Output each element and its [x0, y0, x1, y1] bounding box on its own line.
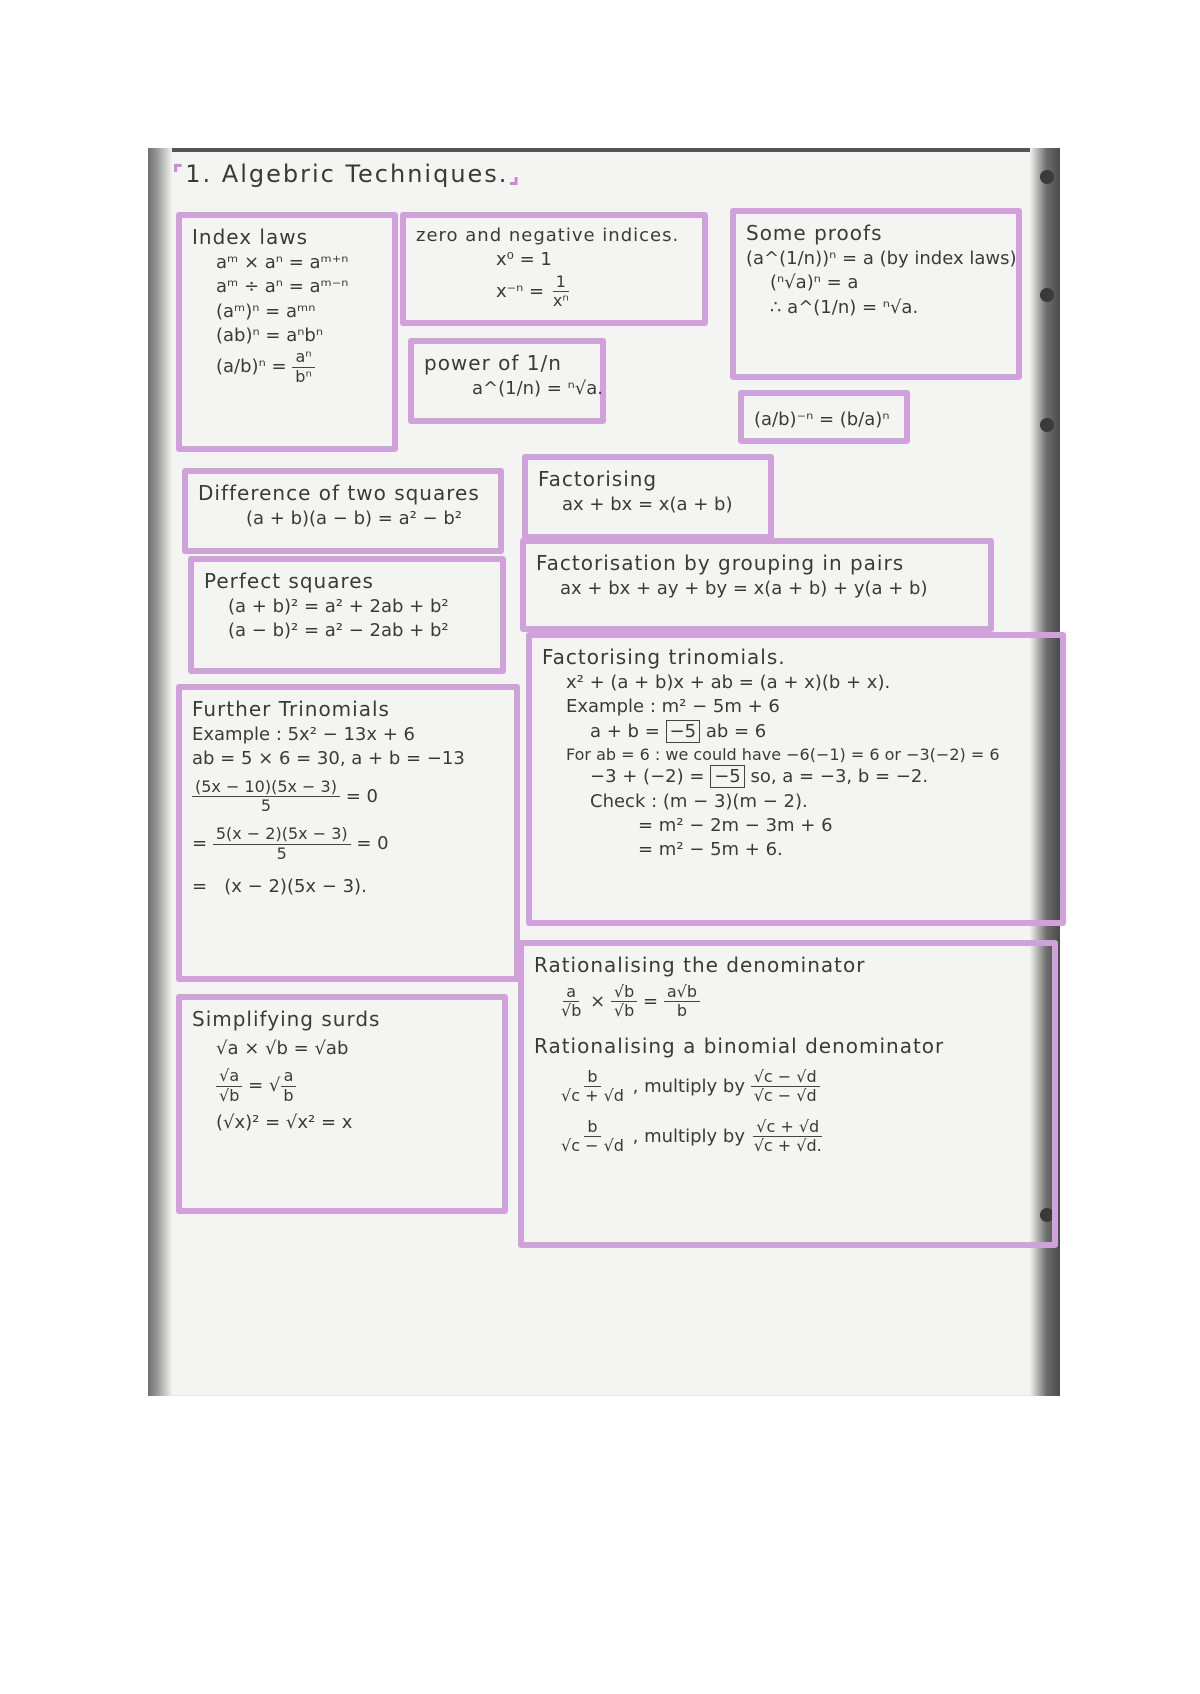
- trinomial-pick: −3 + (−2) = −5 so, a = −3, b = −2.: [590, 766, 929, 788]
- difference-squares-heading: Difference of two squares: [198, 481, 480, 505]
- grouping-rule: ax + bx + ay + by = x(a + b) + y(a + b): [560, 578, 928, 599]
- boxed-value: −5: [666, 720, 701, 743]
- trinomial-general: x² + (a + b)x + ab = (a + x)(b + x).: [566, 672, 891, 693]
- photo-left-edge: [148, 148, 172, 1396]
- trinomial-example: Example : m² − 5m + 6: [566, 696, 780, 718]
- trinomial-check: = m² − 2m − 3m + 6: [638, 815, 833, 837]
- simplifying-surds-box: [176, 994, 508, 1214]
- zero-index-rule: x⁰ = 1: [496, 249, 552, 271]
- perfect-squares-heading: Perfect squares: [204, 569, 374, 593]
- proof-line: (a^(1/n))ⁿ = a (by index laws): [746, 248, 1017, 269]
- surd-rule: $\frac{√a}{√b}$ = √ $\frac{a}{b}$: [192, 1067, 492, 1105]
- trinomial-options: For ab = 6 : we could have −6(−1) = 6 or −3(−2) = 6: [566, 744, 1000, 764]
- power-of-rule: a^(1/n) = ⁿ√a.: [472, 378, 604, 399]
- trinomial-sum-product: a + b = −5 ab = 6: [590, 720, 767, 742]
- some-proofs-heading: Some proofs: [746, 221, 883, 245]
- surd-rule: √a × √b = √ab: [216, 1038, 349, 1059]
- punch-hole: [1040, 288, 1054, 302]
- boxed-value: −5: [710, 765, 745, 788]
- trinomial-check: Check : (m − 3)(m − 2).: [590, 790, 808, 812]
- punch-hole: [1040, 170, 1054, 184]
- trinomial-result: = (x − 2)(5x − 3).: [192, 876, 367, 898]
- zero-negative-heading: zero and negative indices.: [416, 225, 680, 246]
- perfect-square-rule: (a + b)² = a² + 2ab + b²: [228, 596, 449, 617]
- binomial-heading: Rationalising a binomial denominator: [534, 1033, 945, 1058]
- index-law: (ab)ⁿ = aⁿbⁿ: [216, 324, 323, 346]
- trinomial-check: = m² − 5m + 6.: [638, 839, 783, 861]
- factorising-trinomials-box: [526, 632, 1066, 926]
- index-law-quotient: (a/b)ⁿ = $\frac{\text{aⁿ}}{\text{bⁿ}}$: [192, 348, 382, 386]
- grouping-box: [520, 538, 994, 632]
- some-proofs-box: [730, 208, 1022, 380]
- punch-hole: [1040, 418, 1054, 432]
- zero-negative-box: [400, 212, 708, 326]
- factorising-box: [522, 454, 774, 540]
- index-law: (aᵐ)ⁿ = aᵐⁿ: [216, 300, 316, 322]
- negative-index-rule: x⁻ⁿ = $\frac{1}{\text{xⁿ}}$: [496, 271, 569, 310]
- difference-squares-box: [182, 468, 504, 554]
- reciprocal-box: [738, 390, 910, 444]
- further-trinomials-heading: Further Trinomials: [192, 697, 390, 721]
- proof-line: ∴ a^(1/n) = ⁿ√a.: [770, 296, 919, 318]
- difference-squares-rule: (a + b)(a − b) = a² − b²: [246, 508, 462, 529]
- trinomial-example: Example : 5x² − 13x + 6: [192, 724, 415, 745]
- rationalising-rule: $\frac{a}{√b}$ × $\frac{√b}{√b}$ = $\frac{a√b}{b}$: [534, 983, 1042, 1021]
- surd-rule: (√x)² = √x² = x: [216, 1112, 353, 1134]
- rationalising-heading: Rationalising the denominator: [534, 953, 866, 977]
- index-laws-box: [176, 212, 398, 452]
- perfect-squares-box: [188, 556, 506, 674]
- proof-line: (ⁿ√a)ⁿ = a: [770, 272, 859, 294]
- page-title: ⌜1. Algebric Techniques.⌟: [172, 160, 522, 188]
- power-of-heading: power of 1/n: [424, 351, 562, 375]
- trinomial-step2: = $\frac{5(x - 2)(5x - 3)}{5}$ = 0: [192, 824, 389, 863]
- factorising-trinomials-heading: Factorising trinomials.: [542, 645, 786, 669]
- binomial-rule: $\frac{b}{√c + √d}$ , multiply by $\frac{√c - √d}{√c - √d}$: [534, 1068, 1042, 1106]
- trinomial-step1: $\frac{(5x - 10)(5x - 3)}{5}$ = 0: [192, 778, 504, 816]
- factorising-rule: ax + bx = x(a + b): [562, 494, 733, 515]
- trinomial-ab: ab = 5 × 6 = 30, a + b = −13: [192, 748, 465, 770]
- further-trinomials-box: [176, 684, 520, 982]
- factorising-heading: Factorising: [538, 467, 658, 491]
- index-laws-heading: Index laws: [192, 225, 309, 249]
- photo-top-edge: [148, 148, 1060, 152]
- index-law: aᵐ × aⁿ = aᵐ⁺ⁿ: [216, 252, 349, 273]
- rationalising-box: [518, 940, 1058, 1248]
- perfect-square-rule: (a − b)² = a² − 2ab + b²: [228, 620, 449, 642]
- power-of-box: [408, 338, 606, 424]
- grouping-heading: Factorisation by grouping in pairs: [536, 551, 905, 575]
- index-law: aᵐ ÷ aⁿ = aᵐ⁻ⁿ: [216, 276, 349, 298]
- simplifying-surds-heading: Simplifying surds: [192, 1007, 381, 1031]
- binomial-rule: $\frac{b}{√c - √d}$ , multiply by $\frac{√c + √d}{√c + √d.}$: [561, 1116, 822, 1155]
- reciprocal-rule: (a/b)⁻ⁿ = (b/a)ⁿ: [754, 409, 890, 430]
